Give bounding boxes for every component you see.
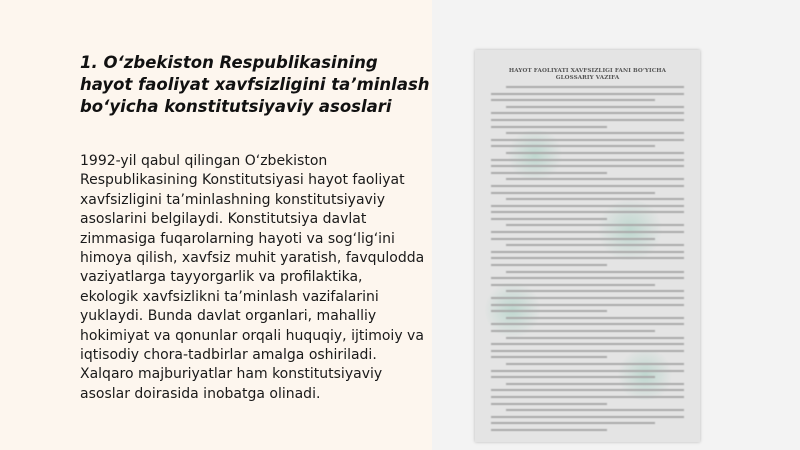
document-line bbox=[491, 343, 684, 345]
document-line bbox=[506, 337, 684, 339]
slide-body-text: 1992-yil qabul qilingan O‘zbekiston Respublikasining Konstitutsiyasi hayot faoliyat xavfsizligini ta’minlashning konstitutsiyaviy asoslarini belgilaydi. Konstitutsiya davlat zimmasiga fuqarolarning hayoti va sog‘lig‘ini himoya qilish, xavfsiz muhit yaratish, favqulodda vaziyatlarga tayyorgarlik va profilaktika, ekologik xavfsizlikni ta’minlash vazifalarini yuklaydi. Bunda davlat organlari, mahalliy hokimiyat va qonunlar orqali huquqiy, ijtimoiy va iqtisodiy chora-tadbirlar amalga oshiriladi. Xalqaro majburiyatlar ham konstitutsiyaviy asoslar doirasida inobatga olinadi. bbox=[80, 153, 425, 402]
document-line bbox=[491, 310, 607, 312]
document-line bbox=[491, 304, 684, 306]
document-line bbox=[506, 152, 684, 154]
document-line bbox=[506, 224, 684, 226]
document-line bbox=[491, 251, 684, 253]
document-line bbox=[506, 86, 684, 88]
document-line bbox=[491, 99, 655, 101]
document-line bbox=[506, 317, 684, 319]
document-line bbox=[491, 264, 607, 266]
document-line bbox=[506, 271, 684, 273]
document-line bbox=[491, 429, 607, 431]
document-heading: HAYOT FAOLIYATI XAVFSIZLIGI FANI BO‘YICHA GLOSSARIY VAZIFA bbox=[508, 68, 667, 82]
document-line bbox=[491, 356, 607, 358]
document-line bbox=[491, 192, 655, 194]
document-line bbox=[506, 290, 684, 292]
document-line bbox=[491, 323, 684, 325]
document-line bbox=[506, 383, 684, 385]
document-line bbox=[491, 185, 684, 187]
document-line bbox=[491, 205, 684, 207]
document-line bbox=[491, 370, 684, 372]
document-line bbox=[491, 139, 684, 141]
document-line bbox=[506, 178, 684, 180]
document-line bbox=[491, 376, 655, 378]
document-line bbox=[491, 172, 607, 174]
document-line bbox=[491, 330, 655, 332]
document-page-image bbox=[475, 50, 700, 442]
document-line bbox=[506, 409, 684, 411]
document-line bbox=[491, 211, 684, 213]
document-line bbox=[491, 257, 684, 259]
document-line bbox=[491, 284, 655, 286]
slide-title: 1. O‘zbekiston Respublikasining hayot faoliyat xavfsizligini ta’minlash bo‘yicha konstitutsiyaviy asoslari bbox=[80, 53, 430, 116]
document-line bbox=[491, 165, 684, 167]
document-line bbox=[491, 93, 684, 95]
document-line bbox=[491, 119, 684, 121]
document-line bbox=[491, 422, 655, 424]
document-line bbox=[491, 416, 684, 418]
document-line bbox=[506, 106, 684, 108]
document-line bbox=[491, 159, 684, 161]
document-line bbox=[506, 244, 684, 246]
document-line bbox=[491, 112, 684, 114]
document-line bbox=[491, 231, 684, 233]
document-line bbox=[491, 145, 655, 147]
document-line bbox=[491, 297, 684, 299]
document-line bbox=[491, 403, 607, 405]
document-line bbox=[491, 218, 607, 220]
document-line bbox=[491, 238, 655, 240]
document-line bbox=[506, 198, 684, 200]
document-line bbox=[491, 126, 607, 128]
document-line bbox=[506, 132, 684, 134]
document-line bbox=[491, 277, 684, 279]
document-line bbox=[491, 350, 684, 352]
document-line bbox=[491, 396, 684, 398]
document-line bbox=[491, 389, 684, 391]
document-text-lines bbox=[491, 86, 684, 435]
document-line bbox=[506, 363, 684, 365]
